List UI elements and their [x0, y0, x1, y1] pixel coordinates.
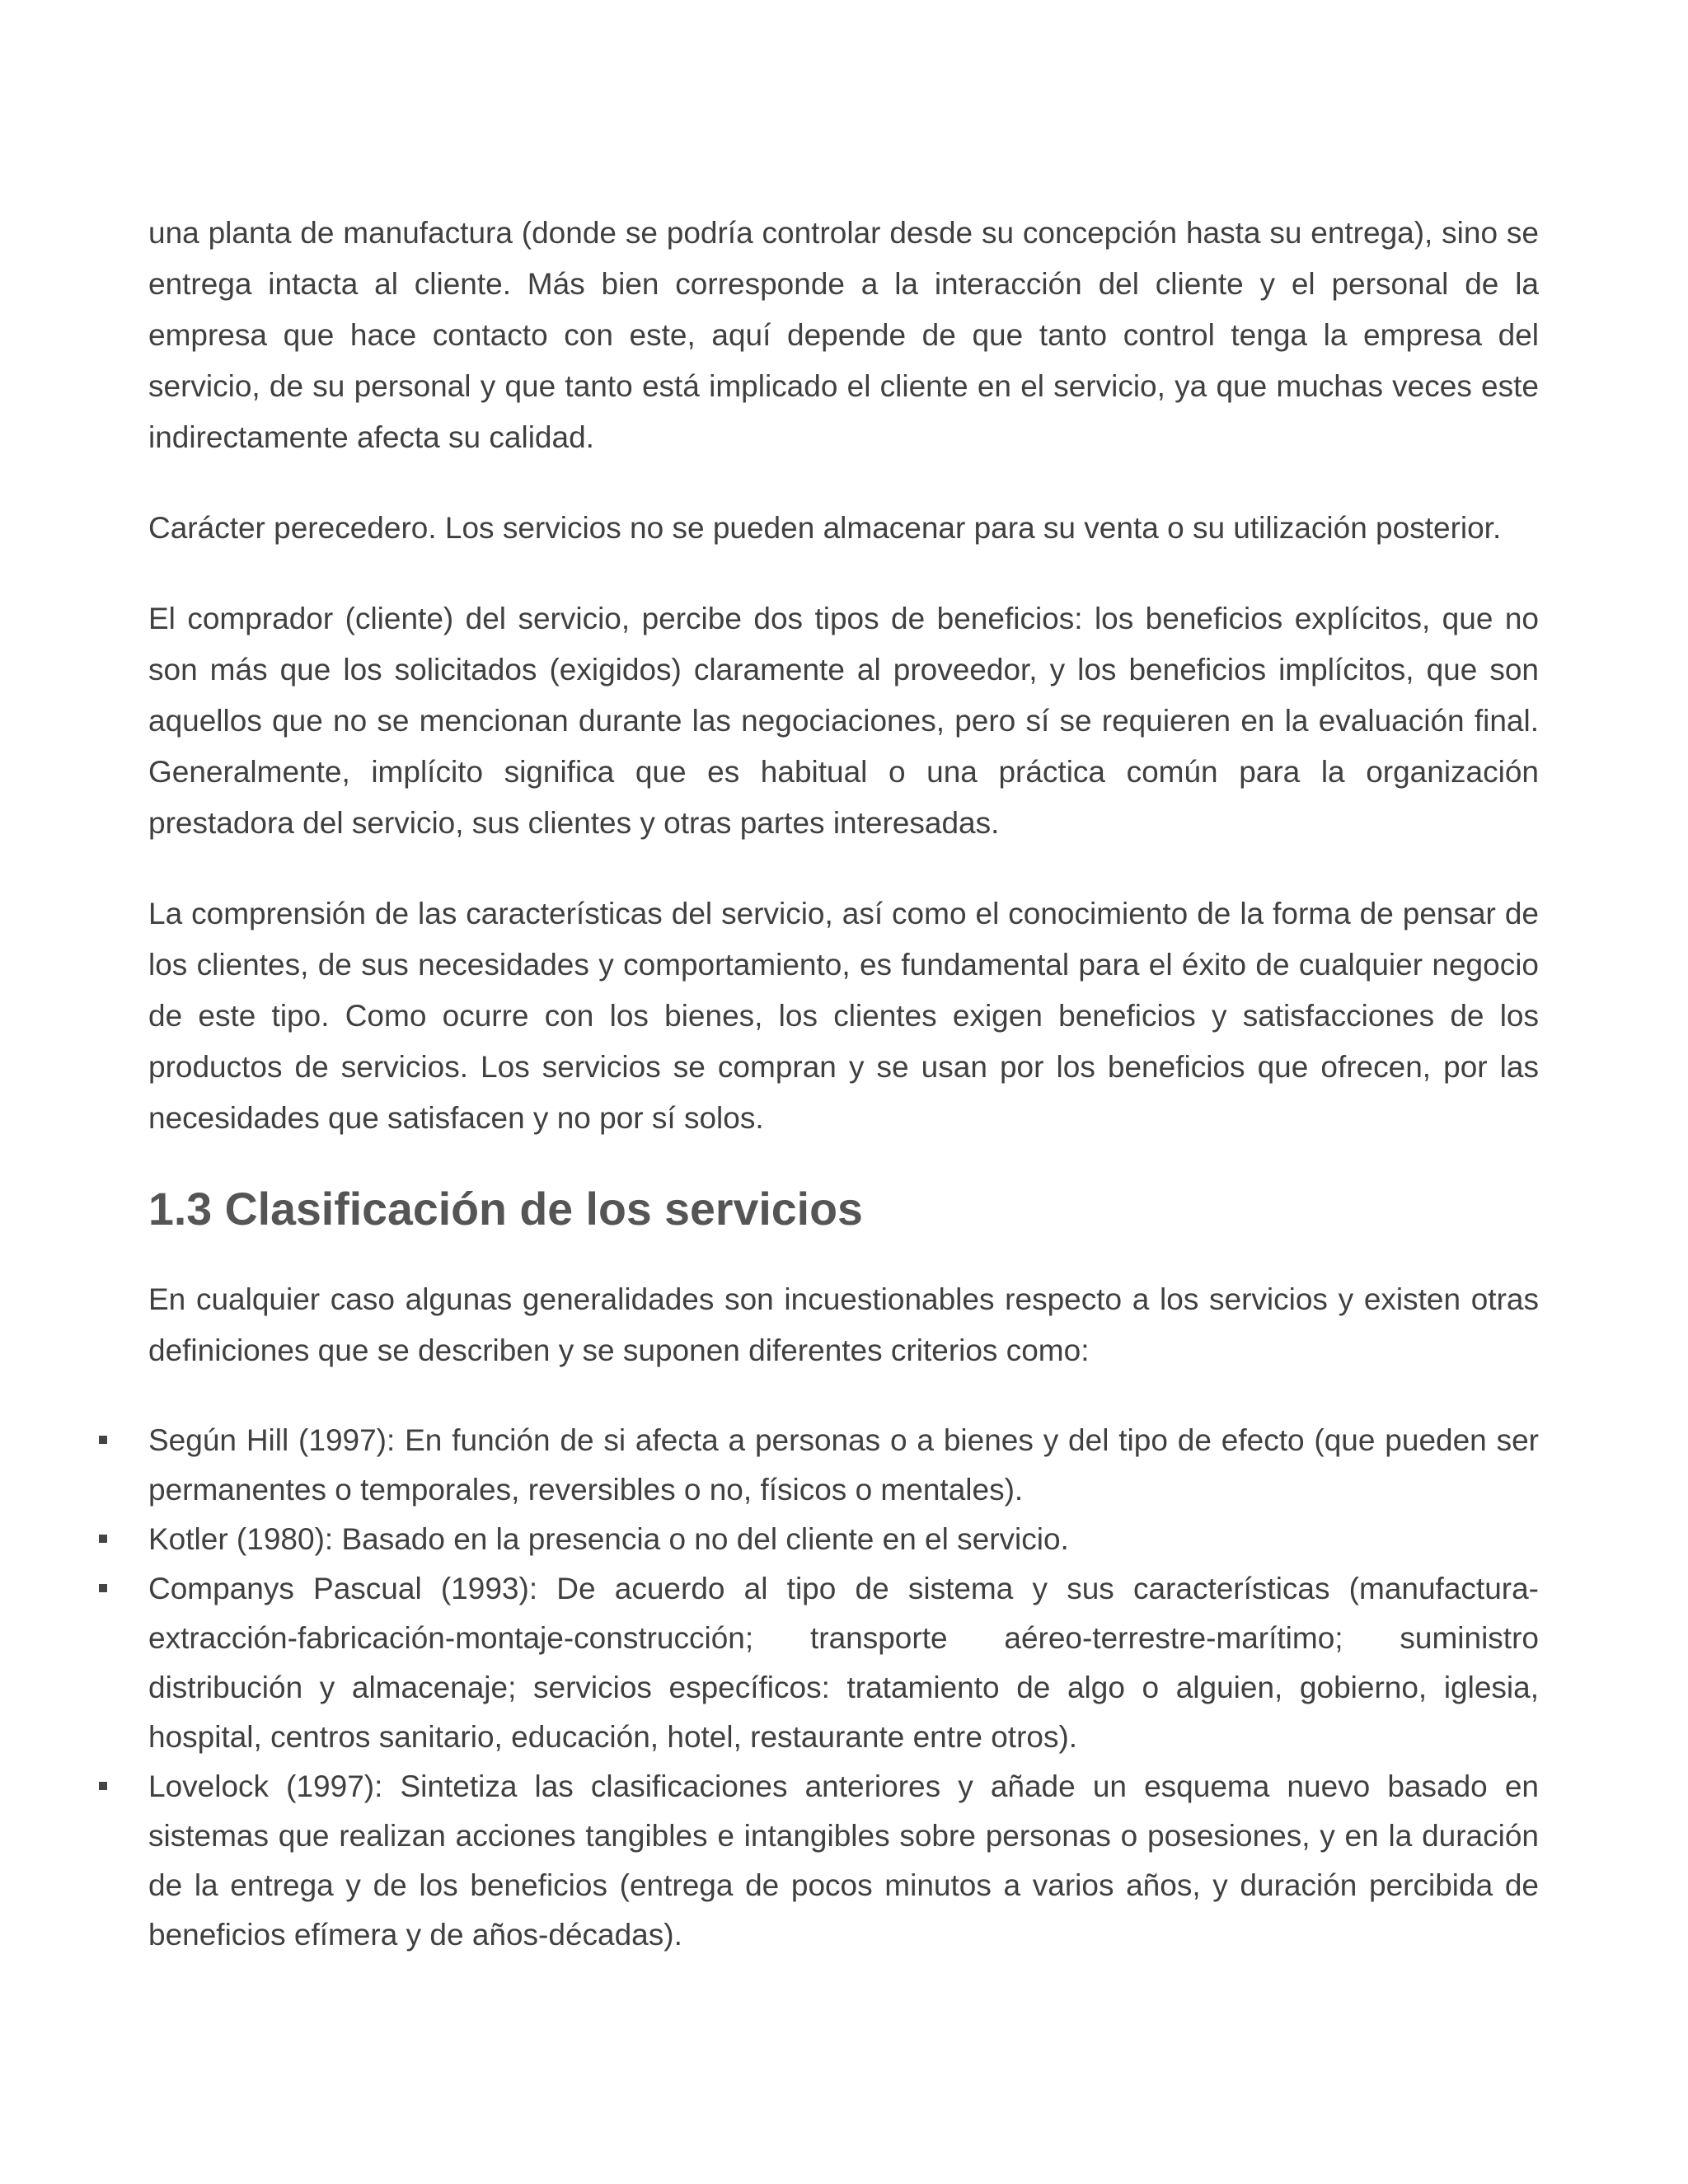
list-item — [148, 1564, 1539, 1762]
list-item — [148, 1416, 1539, 1515]
list-item-text: Según Hill (1997): En función de si afecta a personas o a bienes y del tipo de efecto (que pueden ser permanentes o temporales, reversibles o no, físicos o mentales). — [148, 1423, 1539, 1507]
section-heading: 1.3 Clasificación de los servicios — [148, 1183, 863, 1235]
square-bullet-icon — [99, 1584, 107, 1592]
list-item — [148, 1762, 1539, 1960]
list-item-text: Lovelock (1997): Sintetiza las clasificaciones anteriores y añade un esquema nuevo basado en sistemas que realizan acciones tangibles e intangibles sobre personas o posesiones, y en la duración de la entrega y de los beneficios (entrega de pocos minutos a varios años, y duración percibida de beneficios efímera y de años-décadas). — [148, 1769, 1539, 1952]
paragraph-buyer-benefits: El comprador (cliente) del servicio, percibe dos tipos de beneficios: los beneficios explícitos, que no son más que los solicitados (exigidos) claramente al proveedor, y los beneficios implícitos, que son aquellos que no se mencionan durante las negociaciones, pero sí se requieren en la evaluación final. Generalmente, implícito significa que es habitual o una práctica común para la organización prestadora del servicio, sus clientes y otras partes interesadas. — [148, 602, 1539, 840]
paragraph-service-understanding: La comprensión de las características del servicio, así como el conocimiento de la forma de pensar de los clientes, de sus necesidades y comportamiento, es fundamental para el éxito de cualquier negocio de este tipo. Como ocurre con los bienes, los clientes exigen beneficios y satisfacciones de los productos de servicios. Los servicios se compran y se usan por los beneficios que ofrecen, por las necesidades que satisfacen y no por sí solos. — [148, 897, 1539, 1135]
classification-intro: En cualquier caso algunas generalidades son incuestionables respecto a los servicios y existen otras definiciones que se describen y se suponen diferentes criterios como: — [148, 1282, 1539, 1367]
list-item-text: Companys Pascual (1993): De acuerdo al tipo de sistema y sus características (manufactura-extracción-fabricación-montaje-construcción; transporte aéreo-terrestre-marítimo; suministro distribución y almacenaje; servicios específicos: tratamiento de algo o alguien, gobierno, iglesia, hospital, centros sanitario, educación, hotel, restaurante entre otros). — [148, 1572, 1539, 1754]
list-item-text: Kotler (1980): Basado en la presencia o no del cliente en el servicio. — [148, 1522, 1069, 1556]
square-bullet-icon — [99, 1436, 107, 1444]
document-body — [148, 208, 1539, 1960]
square-bullet-icon — [99, 1535, 107, 1543]
paragraph-manufacturing-context: una planta de manufactura (donde se podría controlar desde su concepción hasta su entrega), sino se entrega intacta al cliente. Más bien corresponde a la interacción del cliente y el personal de la empresa que hace contacto con este, aquí depende de que tanto control tenga la empresa del servicio, de su personal y que tanto está implicado el cliente en el servicio, ya que muchas veces este indirectamente afecta su calidad. — [148, 216, 1539, 454]
list-item — [148, 1515, 1539, 1564]
classification-list — [148, 1416, 1539, 1960]
square-bullet-icon — [99, 1782, 107, 1790]
paragraph-perishable-character: Carácter perecedero. Los servicios no se pueden almacenar para su venta o su utilización posterior. — [148, 511, 1502, 545]
